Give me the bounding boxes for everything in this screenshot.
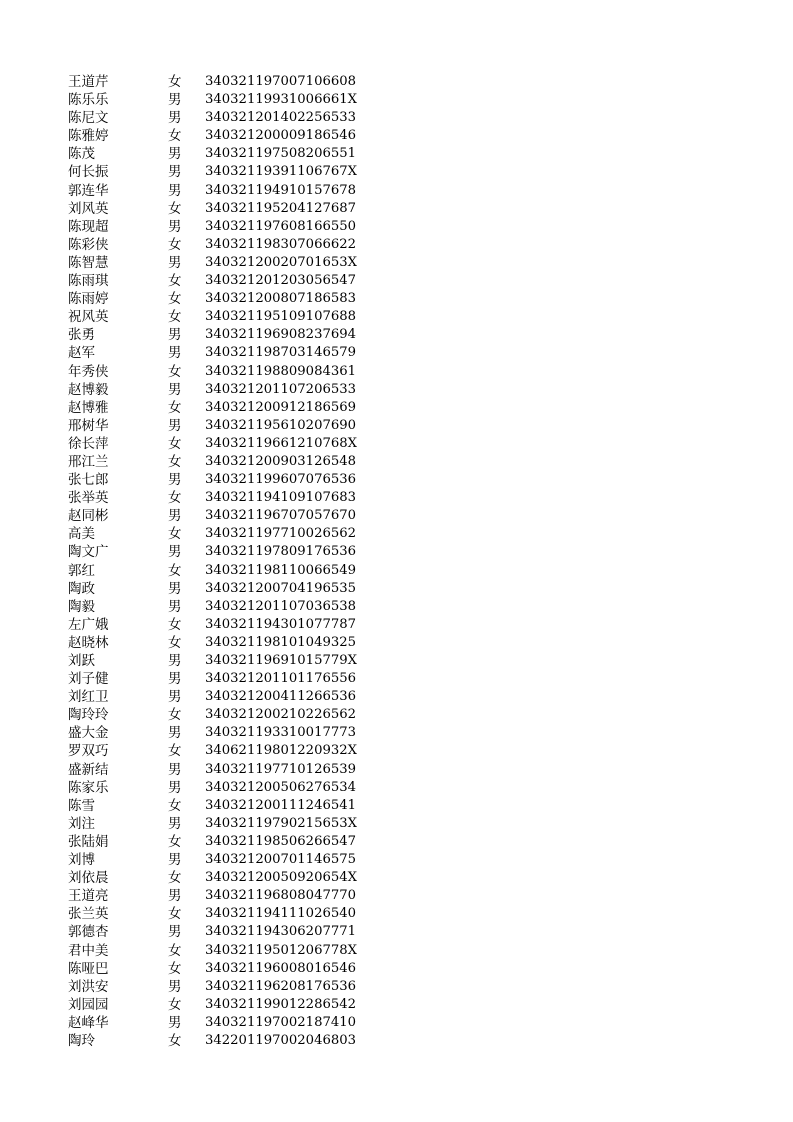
name-cell: 陈雪 — [68, 797, 95, 814]
id-number-cell: 340321198101049325 — [205, 634, 357, 650]
table-row — [68, 471, 405, 489]
name-cell: 赵军 — [68, 345, 95, 362]
name-cell: 邢江兰 — [68, 453, 109, 470]
gender-cell: 男 — [168, 327, 182, 344]
name-cell: 郭连华 — [68, 182, 109, 199]
gender-cell: 女 — [168, 74, 182, 90]
name-cell: 张举英 — [68, 490, 109, 507]
id-number-cell: 340321200912186569 — [205, 399, 357, 415]
gender-cell: 男 — [168, 381, 182, 398]
gender-cell: 女 — [168, 399, 182, 416]
table-row — [68, 290, 405, 308]
table-row — [68, 182, 405, 200]
name-cell: 郭德杏 — [68, 924, 109, 941]
name-cell: 张勇 — [68, 327, 95, 344]
id-number-cell: 340321194301077787 — [205, 616, 357, 632]
id-number-cell: 340321195109107688 — [205, 309, 357, 325]
table-row — [68, 688, 405, 706]
table-row — [68, 942, 405, 960]
name-cell: 张陆娟 — [68, 833, 109, 850]
table-row — [68, 236, 405, 254]
table-row — [68, 851, 405, 869]
name-cell: 祝风英 — [68, 309, 109, 326]
gender-cell: 男 — [168, 779, 182, 796]
table-row — [68, 417, 405, 435]
gender-cell: 男 — [168, 417, 182, 434]
id-number-cell: 340321196808047770 — [205, 888, 357, 904]
gender-cell: 女 — [168, 200, 182, 217]
name-cell: 盛大金 — [68, 725, 109, 742]
gender-cell: 男 — [168, 472, 182, 489]
name-cell: 赵晓林 — [68, 634, 109, 651]
id-number-cell: 340321201107206533 — [205, 381, 357, 397]
table-row — [68, 797, 405, 815]
table-row — [68, 562, 405, 580]
table-row — [68, 73, 405, 91]
table-row — [68, 145, 405, 163]
name-cell: 刘博 — [68, 852, 95, 869]
id-number-cell: 340321201402256533 — [205, 110, 357, 126]
id-number-cell: 340321194111026540 — [205, 906, 357, 922]
gender-cell: 男 — [168, 164, 182, 181]
table-row — [68, 724, 405, 742]
gender-cell: 女 — [168, 833, 182, 850]
name-cell: 刘红卫 — [68, 689, 109, 706]
name-cell: 刘跃 — [68, 653, 95, 669]
table-row — [68, 761, 405, 779]
table-row — [68, 525, 405, 543]
id-number-cell: 340321200506276534 — [205, 779, 357, 795]
gender-cell: 男 — [168, 761, 182, 778]
name-cell: 陈茂 — [68, 146, 95, 163]
table-row — [68, 833, 405, 851]
id-number-cell: 340321199012286542 — [205, 996, 357, 1012]
gender-cell: 女 — [168, 309, 182, 326]
table-row — [68, 489, 405, 507]
gender-cell: 女 — [168, 453, 182, 470]
gender-cell: 女 — [168, 634, 182, 651]
id-number-cell: 340321200111246541 — [205, 797, 357, 813]
name-cell: 陈尼文 — [68, 110, 109, 127]
id-number-cell: 340321198809084361 — [205, 363, 357, 379]
name-cell: 罗双巧 — [68, 743, 109, 760]
table-row — [68, 1014, 405, 1032]
name-cell: 邢树华 — [68, 417, 109, 434]
table-row — [68, 706, 405, 724]
id-number-cell: 340321194109107683 — [205, 490, 357, 506]
table-row — [68, 815, 405, 833]
name-cell: 盛新结 — [68, 761, 109, 778]
id-number-cell: 340321200704196535 — [205, 580, 357, 596]
id-number-cell: 340321197710026562 — [205, 526, 357, 542]
table-row — [68, 254, 405, 272]
id-number-cell: 34032119501206778X — [205, 942, 358, 958]
gender-cell: 男 — [168, 544, 182, 561]
name-cell: 刘风英 — [68, 200, 109, 217]
table-row — [68, 905, 405, 923]
gender-cell: 女 — [168, 870, 182, 887]
id-number-cell: 340321197608166550 — [205, 218, 357, 234]
gender-cell: 男 — [168, 978, 182, 995]
gender-cell: 女 — [168, 942, 182, 959]
gender-cell: 男 — [168, 1014, 182, 1031]
gender-cell: 女 — [168, 906, 182, 923]
id-number-cell: 340321201203056547 — [205, 273, 357, 289]
name-cell: 刘子健 — [68, 671, 109, 688]
id-number-cell: 34032119790215653X — [205, 815, 358, 831]
id-number-cell: 340321196008016546 — [205, 960, 357, 976]
name-cell: 赵同彬 — [68, 508, 109, 525]
name-cell: 陈哑巴 — [68, 960, 109, 977]
id-number-cell: 340321197002187410 — [205, 1014, 357, 1030]
name-cell: 赵峰华 — [68, 1014, 109, 1031]
id-number-cell: 340321201107036538 — [205, 598, 357, 614]
id-number-cell: 34032119661210768X — [205, 435, 358, 451]
name-cell: 王道亮 — [68, 888, 109, 905]
name-cell: 何长振 — [68, 164, 109, 181]
gender-cell: 男 — [168, 218, 182, 235]
table-row — [68, 109, 405, 127]
id-number-cell: 340321197508206551 — [205, 146, 357, 162]
name-cell: 郭红 — [68, 562, 95, 579]
gender-cell: 女 — [168, 236, 182, 253]
name-cell: 徐长萍 — [68, 435, 109, 452]
id-number-cell: 340321194306207771 — [205, 924, 357, 940]
table-row — [68, 200, 405, 218]
name-cell: 陶玲 — [68, 1032, 95, 1049]
table-row — [68, 326, 405, 344]
id-number-cell: 340321198110066549 — [205, 562, 357, 578]
gender-cell: 男 — [168, 598, 182, 615]
name-cell: 陈家乐 — [68, 779, 109, 796]
gender-cell: 男 — [168, 580, 182, 597]
id-number-cell: 340321195204127687 — [205, 200, 357, 216]
gender-cell: 女 — [168, 996, 182, 1013]
gender-cell: 女 — [168, 273, 182, 290]
id-number-cell: 340321197809176536 — [205, 544, 357, 560]
name-cell: 高美 — [68, 526, 95, 543]
table-row — [68, 435, 405, 453]
id-number-cell: 340321198703146579 — [205, 345, 357, 361]
table-row — [68, 1032, 405, 1050]
gender-cell: 男 — [168, 689, 182, 706]
name-cell: 陶毅 — [68, 598, 95, 615]
gender-cell: 男 — [168, 146, 182, 163]
name-cell: 刘园园 — [68, 996, 109, 1013]
id-number-cell: 340321197710126539 — [205, 761, 357, 777]
id-number-cell: 340321199607076536 — [205, 472, 357, 488]
name-cell: 刘依晨 — [68, 870, 109, 887]
name-cell: 陶文广 — [68, 544, 109, 561]
table-row — [68, 652, 405, 670]
table-row — [68, 598, 405, 616]
id-number-cell: 34062119801220932X — [205, 743, 358, 759]
gender-cell: 女 — [168, 526, 182, 543]
gender-cell: 女 — [168, 435, 182, 452]
table-row — [68, 887, 405, 905]
table-row — [68, 869, 405, 887]
table-row — [68, 344, 405, 362]
name-cell: 陈乐乐 — [68, 92, 109, 109]
id-number-cell: 340321201101176556 — [205, 671, 357, 687]
id-number-cell: 340321198506266547 — [205, 833, 357, 849]
id-number-cell: 340321196908237694 — [205, 327, 357, 343]
table-row — [68, 91, 405, 109]
name-cell: 刘洪安 — [68, 978, 109, 995]
gender-cell: 女 — [168, 960, 182, 977]
id-number-cell: 34032119391106767X — [205, 164, 358, 180]
name-cell: 陈彩侠 — [68, 236, 109, 253]
name-cell: 陈现超 — [68, 218, 109, 235]
table-row — [68, 580, 405, 598]
name-cell: 陈雅婷 — [68, 128, 109, 145]
id-number-cell: 340321200411266536 — [205, 689, 357, 705]
table-row — [68, 381, 405, 399]
id-number-cell: 34032119931006661X — [205, 92, 358, 108]
name-cell: 君中美 — [68, 942, 109, 959]
table-row — [68, 742, 405, 760]
table-row — [68, 163, 405, 181]
gender-cell: 女 — [168, 490, 182, 507]
id-number-cell: 340321200009186546 — [205, 128, 357, 144]
table-row — [68, 127, 405, 145]
name-cell: 左广娥 — [68, 616, 109, 633]
gender-cell: 男 — [168, 345, 182, 362]
gender-cell: 男 — [168, 182, 182, 199]
table-row — [68, 218, 405, 236]
gender-cell: 男 — [168, 508, 182, 525]
name-cell: 张七郎 — [68, 472, 109, 489]
name-cell: 年秀侠 — [68, 363, 109, 380]
id-number-cell: 340321193310017773 — [205, 725, 357, 741]
id-number-cell: 340321196707057670 — [205, 508, 357, 524]
roster-table — [68, 73, 405, 1050]
gender-cell: 男 — [168, 110, 182, 127]
id-number-cell: 342201197002046803 — [205, 1032, 357, 1048]
table-row — [68, 363, 405, 381]
gender-cell: 男 — [168, 671, 182, 688]
name-cell: 陶政 — [68, 580, 95, 597]
name-cell: 陈雨琪 — [68, 273, 109, 290]
table-row — [68, 634, 405, 652]
table-row — [68, 507, 405, 525]
gender-cell: 女 — [168, 616, 182, 633]
table-row — [68, 923, 405, 941]
gender-cell: 男 — [168, 888, 182, 905]
table-row — [68, 779, 405, 797]
id-number-cell: 34032120050920654X — [205, 870, 358, 886]
gender-cell: 男 — [168, 725, 182, 742]
gender-cell: 女 — [168, 743, 182, 760]
name-cell: 张兰英 — [68, 906, 109, 923]
id-number-cell: 340321194910157678 — [205, 182, 357, 198]
id-number-cell: 340321200807186583 — [205, 291, 357, 307]
gender-cell: 女 — [168, 797, 182, 814]
table-row — [68, 308, 405, 326]
name-cell: 陶玲玲 — [68, 707, 109, 724]
gender-cell: 女 — [168, 128, 182, 145]
name-cell: 赵博毅 — [68, 381, 109, 398]
table-row — [68, 272, 405, 290]
gender-cell: 男 — [168, 852, 182, 869]
name-cell: 陈智慧 — [68, 254, 109, 271]
id-number-cell: 34032119691015779X — [205, 653, 358, 668]
table-row — [68, 399, 405, 417]
table-row — [68, 616, 405, 634]
gender-cell: 女 — [168, 562, 182, 579]
table-row — [68, 996, 405, 1014]
name-cell: 陈雨婷 — [68, 291, 109, 308]
table-row — [68, 960, 405, 978]
gender-cell: 男 — [168, 254, 182, 271]
table-row — [68, 543, 405, 561]
id-number-cell: 340321200210226562 — [205, 707, 357, 723]
gender-cell: 女 — [168, 1032, 182, 1049]
gender-cell: 男 — [168, 92, 182, 109]
id-number-cell: 34032120020701653X — [205, 254, 358, 270]
id-number-cell: 340321200903126548 — [205, 453, 357, 469]
table-row — [68, 670, 405, 688]
gender-cell: 男 — [168, 815, 182, 832]
id-number-cell: 340321198307066622 — [205, 236, 357, 252]
name-cell: 刘注 — [68, 815, 95, 832]
id-number-cell: 340321196208176536 — [205, 978, 357, 994]
gender-cell: 女 — [168, 291, 182, 308]
name-cell: 王道芹 — [68, 74, 109, 90]
table-row — [68, 978, 405, 996]
id-number-cell: 340321200701146575 — [205, 852, 357, 868]
name-cell: 赵博雅 — [68, 399, 109, 416]
id-number-cell: 340321197007106608 — [205, 74, 357, 89]
gender-cell: 女 — [168, 363, 182, 380]
id-number-cell: 340321195610207690 — [205, 417, 357, 433]
gender-cell: 男 — [168, 653, 182, 669]
gender-cell: 女 — [168, 707, 182, 724]
table-row — [68, 453, 405, 471]
gender-cell: 男 — [168, 924, 182, 941]
